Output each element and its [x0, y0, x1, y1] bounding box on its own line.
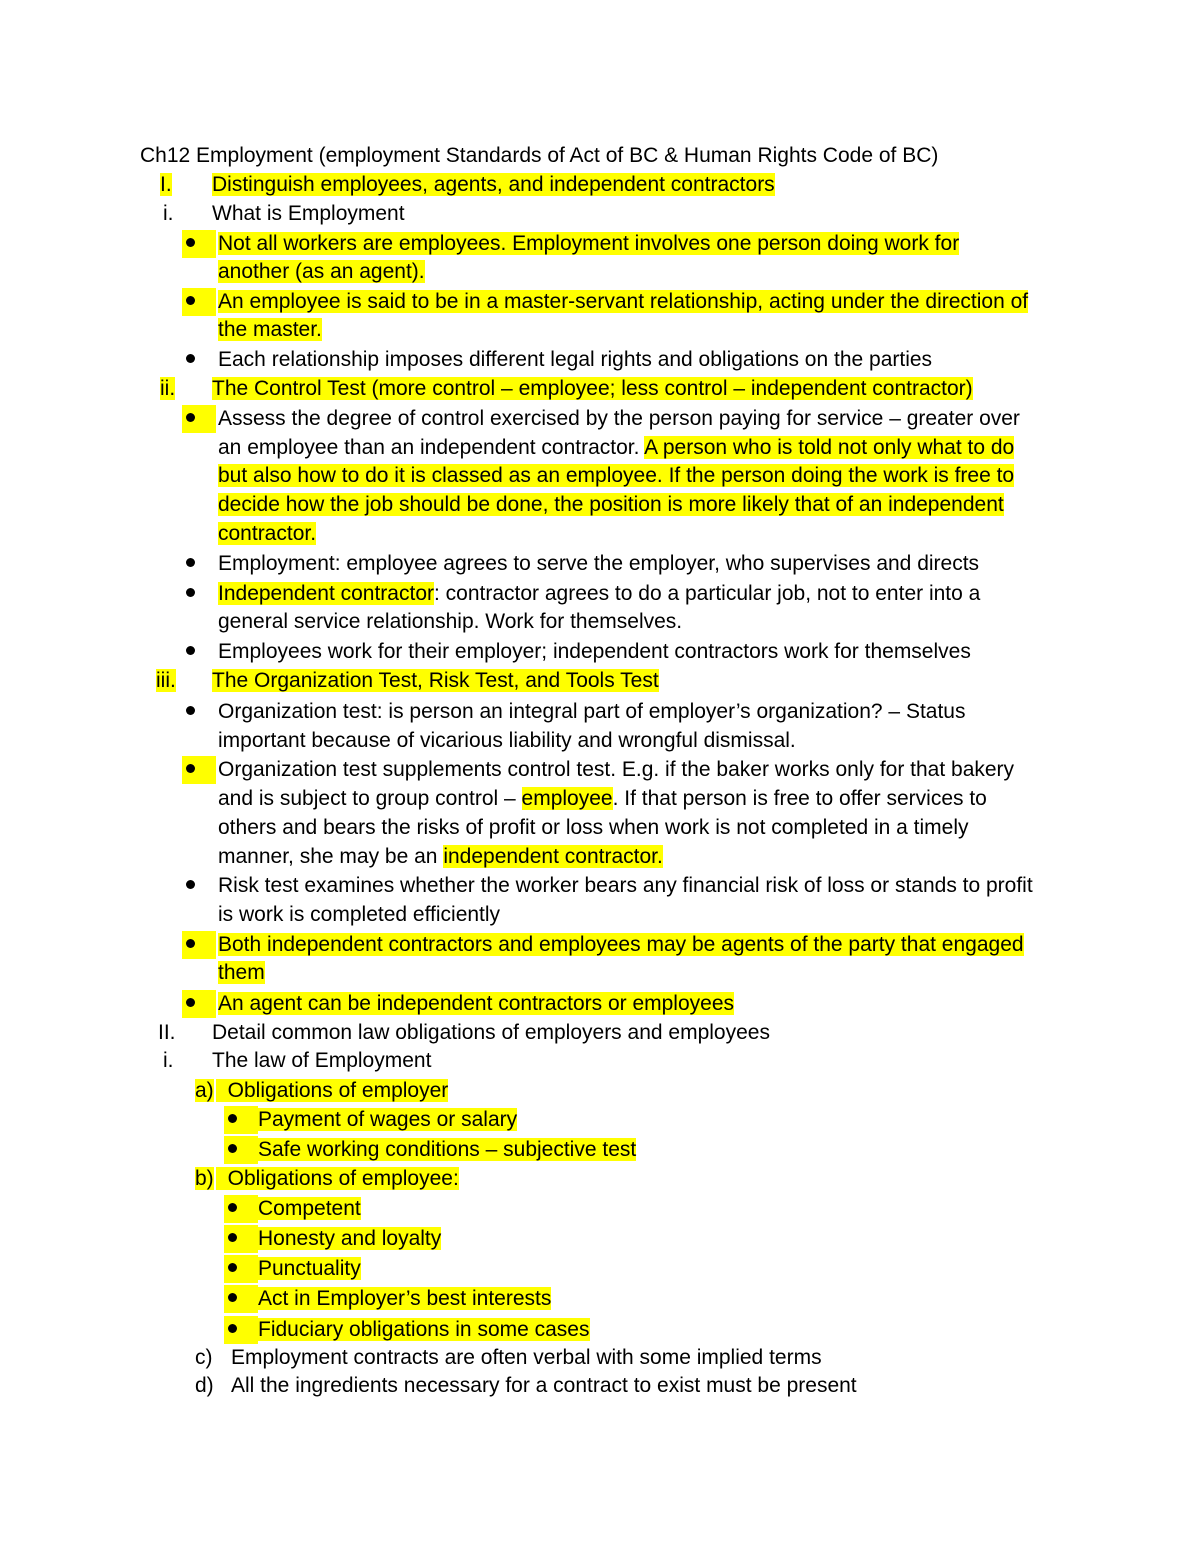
list-item: Each relationship imposes different legal rights and obligations on the parties	[218, 348, 933, 371]
list-item-continued: the master.	[218, 318, 322, 341]
list-item: Risk test examines whether the worker bears any financial risk of loss or stands to profit	[218, 874, 1033, 897]
bullet-icon	[182, 346, 216, 374]
list-item-continued: but also how to do it is classed as an employee. If the person doing the work is free to	[218, 464, 1015, 487]
subsection-heading: The Organization Test, Risk Test, and Tools Test	[212, 669, 659, 692]
list-item: Organization test supplements control test. E.g. if the baker works only for that bakery	[218, 758, 1015, 781]
list-item: Obligations of employer	[216, 1077, 448, 1105]
list-item-continued: important because of vicarious liability and wrongful dismissal.	[218, 729, 796, 752]
bullet-icon	[182, 580, 216, 608]
section-heading: Distinguish employees, agents, and independent contractors	[212, 173, 775, 196]
list-item-continued: general service relationship. Work for themselves.	[218, 610, 683, 633]
item-marker: a)	[195, 1079, 214, 1102]
subsection-marker: iii.	[156, 669, 176, 692]
list-item-continued: them	[218, 961, 265, 984]
list-item: Honesty and loyalty	[258, 1227, 442, 1250]
bullet-icon	[224, 1106, 258, 1134]
item-marker: c)	[195, 1346, 213, 1369]
subsection-heading: The law of Employment	[212, 1049, 432, 1072]
bullet-icon	[182, 638, 216, 666]
list-item-continued: contractor.	[218, 522, 317, 545]
document-title: Ch12 Employment (employment Standards of Act of BC & Human Rights Code of BC)	[140, 144, 939, 167]
list-item: Punctuality	[258, 1257, 361, 1280]
list-item: Obligations of employee:	[216, 1165, 459, 1193]
list-item-continued: decide how the job should be done, the position is more likely that of an independent	[218, 493, 1004, 516]
list-item-continued: is work is completed efficiently	[218, 903, 501, 926]
bullet-icon	[224, 1285, 258, 1313]
bullet-icon	[224, 1255, 258, 1283]
list-item: Fiduciary obligations in some cases	[258, 1318, 590, 1341]
list-item: Competent	[258, 1197, 361, 1220]
item-marker: b)	[195, 1167, 214, 1190]
list-item: Organization test: is person an integral part of employer’s organization? – Status	[218, 700, 966, 723]
list-item: Payment of wages or salary	[258, 1108, 518, 1131]
list-item-continued: another (as an agent).	[218, 260, 425, 283]
bullet-icon	[182, 288, 216, 316]
list-item-continued: manner, she may be an independent contractor.	[218, 845, 663, 868]
list-item: Not all workers are employees. Employment involves one person doing work for	[218, 232, 960, 255]
list-item: Assess the degree of control exercised by the person paying for service – greater over	[218, 407, 1020, 430]
list-item: Act in Employer’s best interests	[258, 1287, 552, 1310]
bullet-icon	[182, 990, 216, 1018]
item-marker: d)	[195, 1374, 214, 1397]
bullet-icon	[224, 1316, 258, 1344]
bullet-icon	[182, 931, 216, 959]
list-item-continued: and is subject to group control – employee. If that person is free to offer services to	[218, 787, 987, 810]
list-item: An employee is said to be in a master-servant relationship, acting under the direction of	[218, 290, 1029, 313]
bullet-icon	[224, 1136, 258, 1164]
subsection-marker: ii.	[160, 377, 176, 400]
bullet-icon	[182, 698, 216, 726]
list-item: Independent contractor: contractor agrees to do a particular job, not to enter into a	[218, 582, 981, 605]
list-item: Both independent contractors and employees may be agents of the party that engaged	[218, 933, 1024, 956]
list-item: Safe working conditions – subjective test	[258, 1138, 637, 1161]
subsection-marker: i.	[163, 1049, 174, 1072]
section-marker: II.	[158, 1021, 176, 1044]
list-item: All the ingredients necessary for a contract to exist must be present	[231, 1374, 857, 1397]
list-item-continued: others and bears the risks of profit or loss when work is not completed in a timely	[218, 816, 969, 839]
bullet-icon	[182, 872, 216, 900]
bullet-icon	[182, 550, 216, 578]
bullet-icon	[182, 405, 216, 433]
list-item: Employment: employee agrees to serve the employer, who supervises and directs	[218, 552, 980, 575]
subsection-marker: i.	[163, 202, 174, 225]
list-item: Employment contracts are often verbal with some implied terms	[231, 1346, 822, 1369]
list-item: An agent can be independent contractors or employees	[218, 992, 735, 1015]
bullet-icon	[224, 1195, 258, 1223]
section-marker: I.	[160, 173, 172, 196]
list-item: Employees work for their employer; independent contractors work for themselves	[218, 640, 971, 663]
bullet-icon	[182, 756, 216, 784]
bullet-icon	[182, 230, 216, 258]
list-item-continued: an employee than an independent contractor. A person who is told not only what to do	[218, 436, 1015, 459]
subsection-heading: What is Employment	[212, 202, 405, 225]
section-heading: Detail common law obligations of employers and employees	[212, 1021, 770, 1044]
bullet-icon	[224, 1225, 258, 1253]
subsection-heading: The Control Test (more control – employee; less control – independent contractor)	[212, 377, 973, 400]
